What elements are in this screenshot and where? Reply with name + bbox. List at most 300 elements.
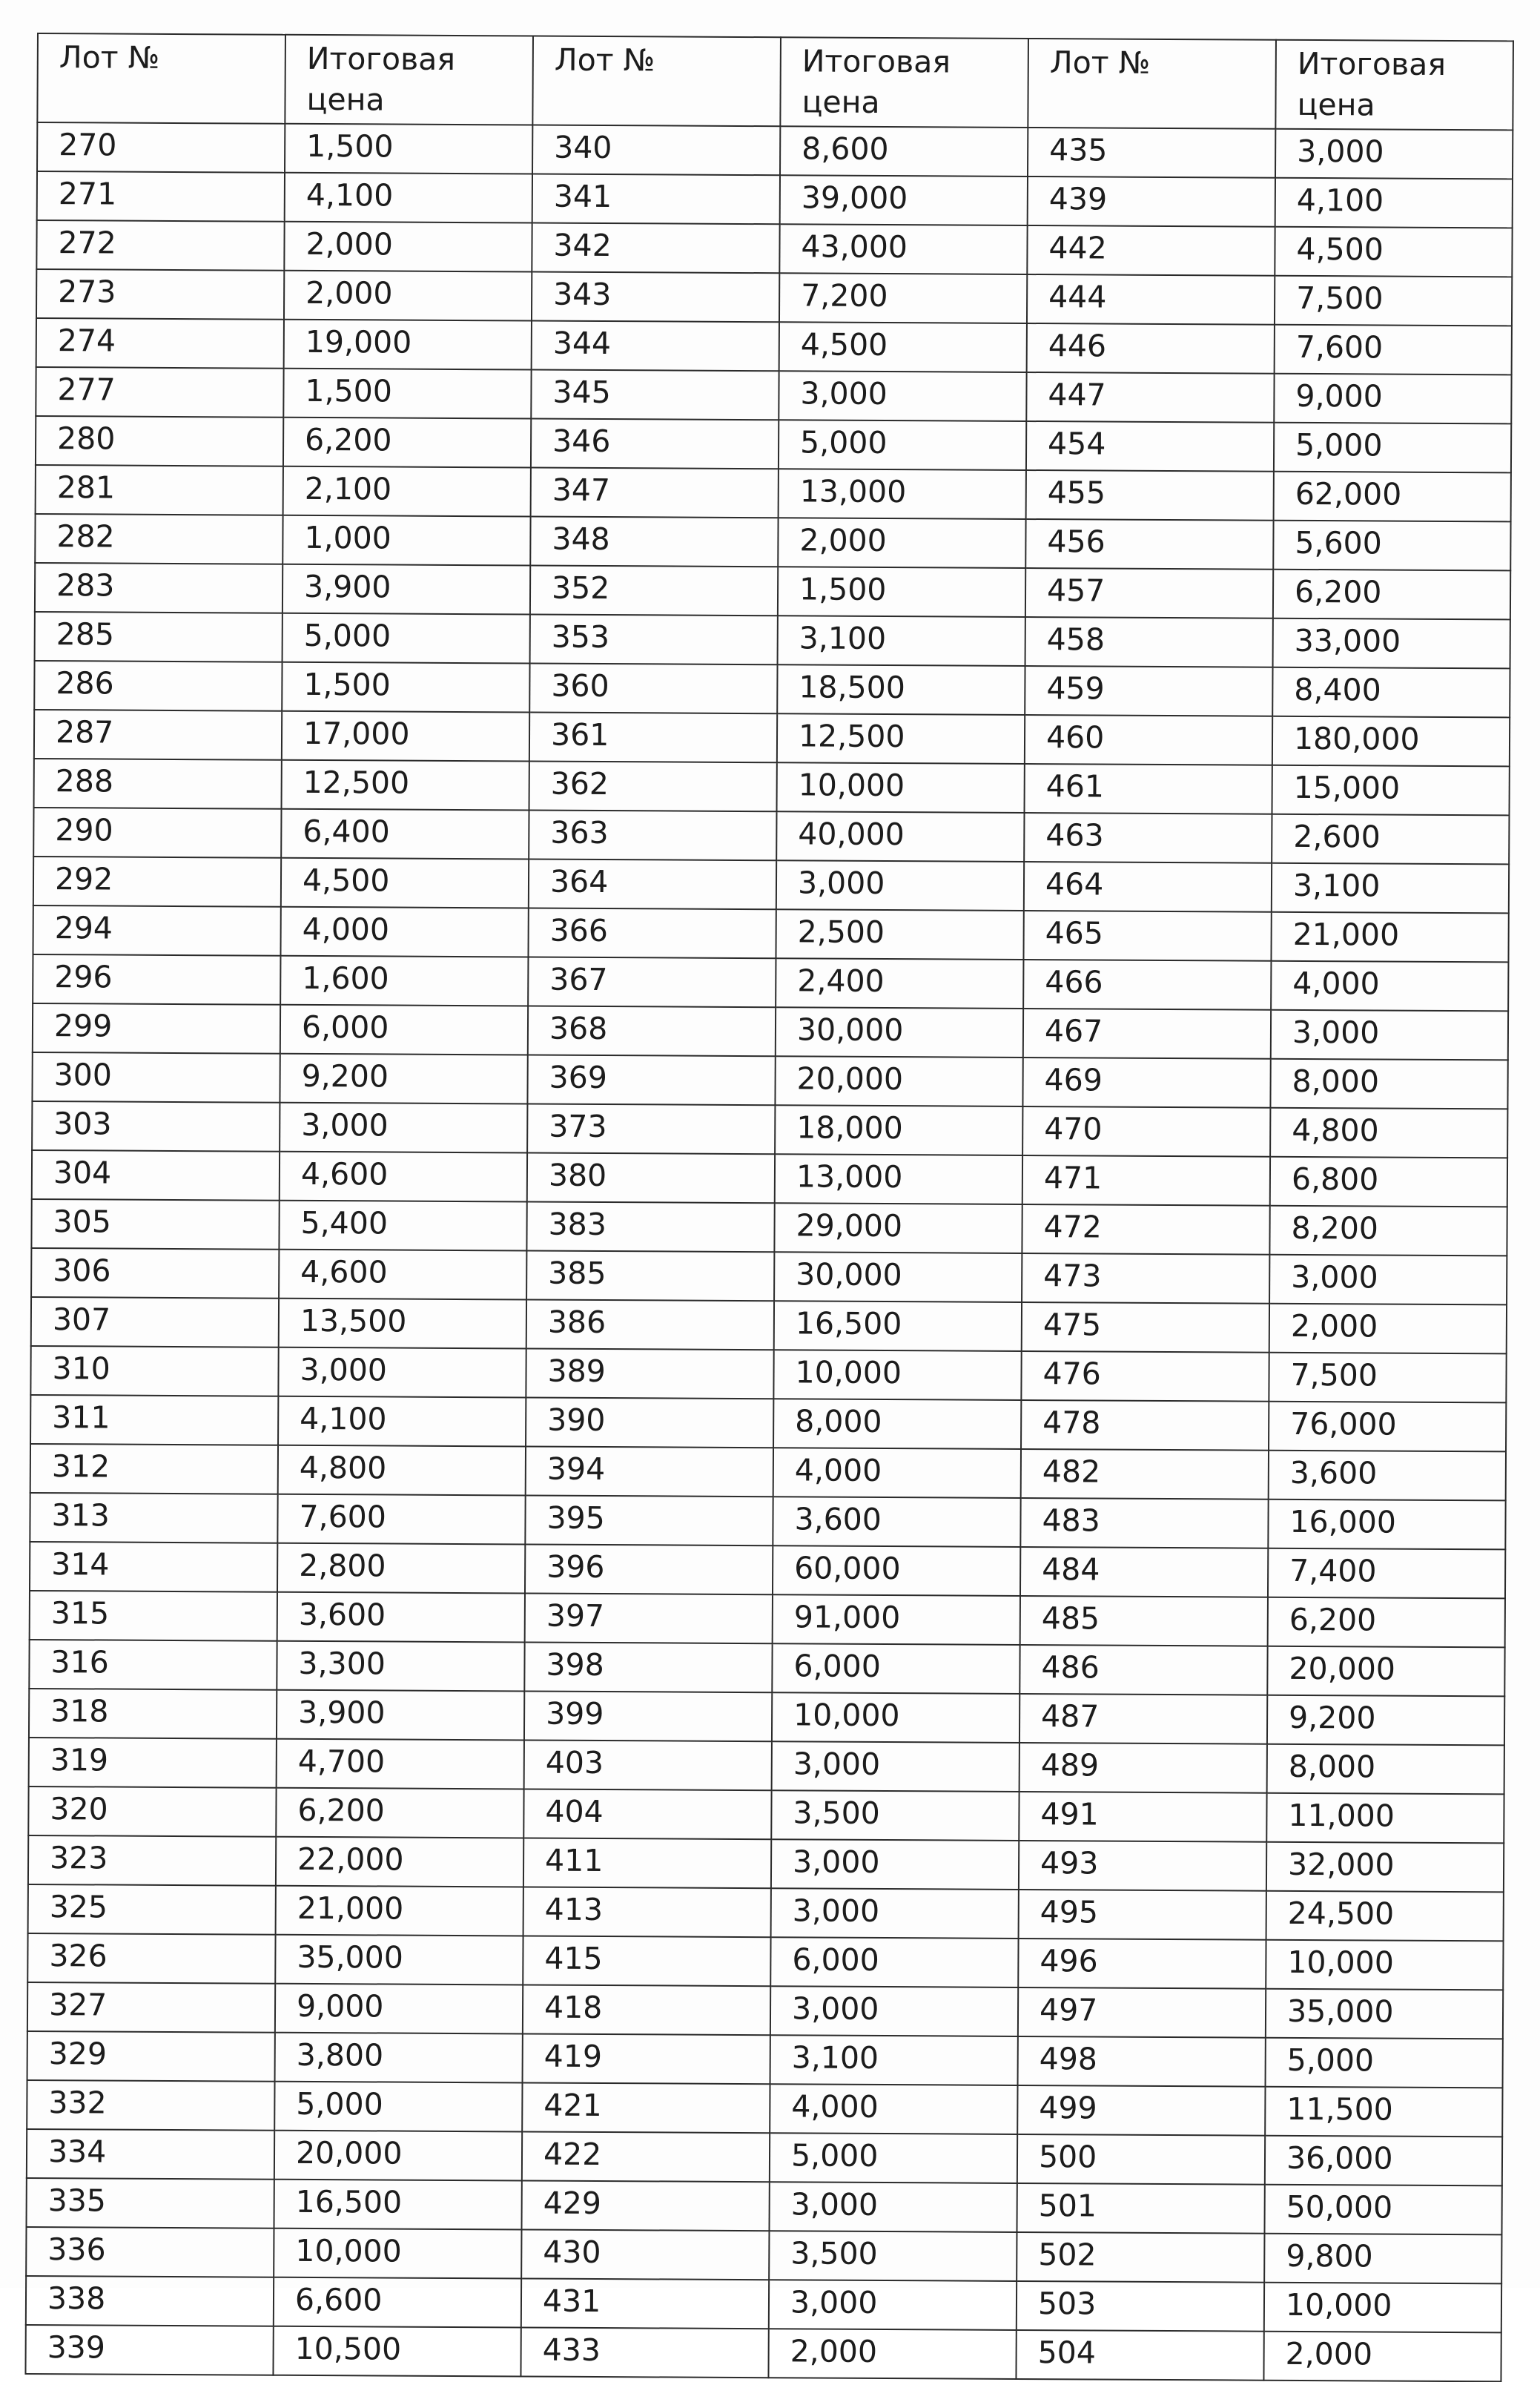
table-row [35,612,1510,668]
lot-number-cell: 457 [1025,568,1273,618]
final-price-cell: 3,000 [280,1103,527,1153]
lot-number-cell: 296 [33,954,280,1005]
table-row [28,1835,1504,1892]
lot-number-cell: 348 [530,516,778,567]
table-row [29,1738,1504,1794]
header-final-price: Итоговая цена [780,37,1028,128]
lot-number-cell: 273 [36,269,284,320]
final-price-cell: 18,000 [775,1105,1022,1155]
lot-number-cell: 364 [529,859,776,909]
lot-number-cell: 429 [521,2180,769,2231]
final-price-cell: 2,000 [768,2329,1016,2379]
lot-number-cell: 339 [25,2325,273,2375]
final-price-cell: 30,000 [774,1252,1022,1302]
final-price-cell: 5,000 [770,2133,1017,2183]
final-price-cell: 33,000 [1273,618,1510,669]
table-row [36,269,1512,326]
lot-number-cell: 478 [1021,1400,1269,1451]
lot-number-cell: 325 [28,1884,276,1935]
lot-number-cell: 491 [1019,1792,1266,1842]
final-price-cell: 4,000 [770,2084,1017,2134]
lot-number-cell: 413 [523,1887,771,1937]
final-price-cell: 3,000 [776,860,1024,911]
final-price-cell: 3,000 [1271,1010,1508,1060]
final-price-cell: 11,500 [1265,2087,1502,2137]
final-price-cell: 13,000 [779,469,1026,519]
lot-number-cell: 466 [1023,960,1271,1010]
final-price-cell: 2,500 [776,909,1023,960]
final-price-cell: 3,500 [771,1790,1019,1841]
lot-number-cell: 459 [1025,666,1272,716]
lot-number-cell: 300 [32,1052,280,1103]
final-price-cell: 5,000 [274,2082,522,2132]
lot-number-cell: 315 [30,1591,277,1641]
final-price-cell: 16,000 [1268,1500,1505,1550]
final-price-cell: 32,000 [1266,1842,1504,1893]
final-price-cell: 180,000 [1272,716,1510,767]
lot-number-cell: 342 [532,222,779,273]
lot-number-cell: 504 [1016,2330,1263,2381]
lot-number-cell: 419 [523,2033,770,2084]
lot-number-cell: 338 [26,2276,274,2326]
lot-number-cell: 373 [527,1103,775,1154]
final-price-cell: 8,000 [1267,1744,1504,1795]
final-price-cell: 2,800 [277,1543,525,1594]
lot-number-cell: 316 [29,1640,277,1690]
lot-number-cell: 470 [1022,1106,1270,1157]
final-price-cell: 2,000 [284,271,532,321]
final-price-cell: 6,200 [1268,1597,1505,1648]
lot-number-cell: 502 [1017,2232,1264,2283]
lot-number-cell: 503 [1017,2281,1264,2332]
lot-number-cell: 326 [27,1933,275,1984]
final-price-cell: 4,000 [773,1448,1021,1498]
final-price-cell: 7,600 [277,1494,525,1545]
final-price-cell: 5,000 [282,613,530,664]
final-price-cell: 4,100 [1275,178,1513,228]
final-price-cell: 4,500 [1275,227,1512,277]
final-price-cell: 36,000 [1265,2136,1502,2186]
lot-number-cell: 318 [29,1689,277,1739]
final-price-cell: 3,800 [275,2033,523,2083]
lot-number-cell: 433 [521,2327,768,2378]
lot-number-cell: 386 [526,1299,774,1350]
final-price-cell: 2,000 [1269,1304,1507,1354]
table-row [34,710,1510,766]
lot-number-cell: 366 [528,908,776,958]
final-price-cell: 3,600 [1269,1451,1506,1501]
lot-number-cell: 353 [530,614,778,664]
final-price-cell: 50,000 [1264,2185,1501,2235]
final-price-cell: 2,000 [284,222,532,272]
lot-number-cell: 460 [1025,715,1272,765]
final-price-cell: 24,500 [1266,1891,1504,1941]
lot-number-cell: 485 [1020,1596,1268,1646]
final-price-cell: 1,600 [280,956,528,1006]
final-price-cell: 19,000 [284,320,532,370]
final-price-cell: 6,000 [772,1643,1019,1694]
lot-number-cell: 398 [524,1642,772,1692]
final-price-cell: 10,000 [1266,1940,1503,1990]
lot-number-cell: 418 [523,1985,770,2035]
final-price-cell: 2,400 [776,958,1023,1009]
final-price-cell: 12,500 [777,713,1025,764]
final-price-cell: 1,500 [285,124,532,174]
lot-number-cell: 498 [1018,2036,1266,2087]
lot-number-cell: 465 [1023,911,1271,961]
final-price-cell: 3,000 [771,1839,1019,1890]
final-price-cell: 1,500 [283,369,531,419]
lot-number-cell: 369 [527,1055,775,1105]
lot-number-cell: 463 [1024,813,1272,863]
table-row [28,1786,1504,1843]
final-price-cell: 3,000 [1275,129,1513,179]
final-price-cell: 4,100 [285,173,532,223]
final-price-cell: 4,800 [278,1445,526,1496]
final-price-cell: 2,100 [283,466,531,517]
table-row [36,318,1512,375]
final-price-cell: 7,600 [1275,325,1512,375]
lot-number-cell: 483 [1020,1498,1268,1548]
header-lot-number: Лот № [532,36,781,127]
final-price-cell: 4,000 [1271,961,1508,1012]
lot-number-cell: 446 [1027,323,1275,374]
table-row [34,661,1510,717]
table-body [25,122,1513,2381]
lot-number-cell: 313 [30,1493,277,1543]
final-price-cell: 8,600 [780,126,1028,176]
table-row [27,2080,1502,2137]
final-price-cell: 3,000 [779,371,1026,421]
lot-number-cell: 367 [528,957,776,1007]
table-row [31,1248,1507,1304]
lot-number-cell: 383 [526,1201,774,1252]
final-price-cell: 4,600 [279,1250,526,1300]
lot-number-cell: 458 [1025,617,1273,667]
lot-number-cell: 343 [532,271,779,322]
lot-number-cell: 397 [525,1593,773,1643]
lot-number-cell: 499 [1017,2085,1265,2136]
final-price-cell: 7,500 [1275,276,1512,326]
final-price-cell: 6,800 [1270,1157,1507,1207]
final-price-cell: 22,000 [276,1837,523,1887]
lot-number-cell: 352 [530,565,778,616]
lot-number-cell: 344 [532,320,779,371]
final-price-cell: 9,200 [280,1054,527,1104]
table-row [25,2325,1501,2381]
final-price-cell: 40,000 [776,811,1024,862]
table-row [26,2276,1501,2332]
final-price-cell: 13,500 [279,1299,526,1349]
lot-number-cell: 320 [28,1786,276,1837]
final-price-cell: 12,500 [282,760,529,811]
lot-number-cell: 280 [36,416,283,466]
lot-number-cell: 287 [34,710,282,760]
lot-number-cell: 497 [1018,1987,1266,2038]
final-price-cell: 3,100 [778,616,1025,666]
final-price-cell: 5,000 [779,420,1026,470]
final-price-cell: 5,400 [279,1201,526,1251]
header-final-price: Итоговая цена [285,35,533,125]
final-price-cell: 7,200 [779,273,1027,323]
final-price-cell: 62,000 [1274,472,1511,522]
lot-number-cell: 469 [1022,1058,1270,1108]
final-price-cell: 1,000 [282,515,530,566]
final-price-cell: 43,000 [779,224,1027,274]
lot-number-cell: 501 [1017,2183,1264,2234]
table-row [27,1933,1503,1990]
table-row [34,759,1510,815]
lot-number-cell: 303 [32,1101,280,1152]
lot-number-cell: 360 [529,663,777,713]
lot-number-cell: 306 [31,1248,279,1299]
table-row [30,1444,1506,1500]
table-row [26,2227,1501,2283]
lot-number-cell: 290 [33,808,281,858]
lot-number-cell: 329 [27,2031,275,2082]
lot-number-cell: 475 [1022,1302,1269,1353]
final-price-cell: 6,200 [1273,570,1510,620]
final-price-cell: 3,900 [277,1690,524,1741]
lot-number-cell: 396 [525,1544,773,1594]
table-row [36,416,1511,472]
lot-number-cell: 493 [1019,1841,1266,1891]
final-price-cell: 3,600 [277,1592,525,1643]
final-price-cell: 5,000 [1274,423,1511,473]
final-price-cell: 3,100 [1272,863,1509,914]
final-price-cell: 17,000 [282,711,529,762]
lot-number-cell: 311 [30,1395,278,1445]
lot-number-cell: 482 [1021,1449,1269,1500]
lot-number-cell: 274 [36,318,284,369]
lot-number-cell: 286 [34,661,282,711]
lot-number-cell: 271 [37,171,285,222]
table-row [32,1101,1507,1158]
table-row [33,1003,1508,1060]
lot-number-cell: 335 [27,2178,274,2228]
lot-number-cell: 368 [528,1006,776,1056]
lot-number-cell: 444 [1027,274,1275,325]
final-price-cell: 21,000 [1271,912,1508,963]
lot-number-cell: 319 [29,1738,277,1788]
final-price-cell: 3,500 [769,2231,1017,2281]
final-price-cell: 6,000 [770,1937,1018,1987]
lot-number-cell: 270 [37,122,285,173]
table-row [33,905,1508,962]
header-lot-number: Лот № [37,33,285,124]
final-price-cell: 10,000 [772,1692,1019,1743]
final-price-cell: 8,200 [1269,1206,1507,1256]
final-price-cell: 3,000 [771,1888,1019,1939]
final-price-cell: 3,000 [770,1986,1018,2036]
final-price-cell: 39,000 [780,175,1028,225]
final-price-cell: 20,000 [775,1056,1022,1106]
lot-number-cell: 346 [531,418,779,469]
lot-number-cell: 486 [1019,1645,1267,1695]
lot-number-cell: 399 [524,1691,772,1741]
table-row [37,122,1513,179]
final-price-cell: 6,200 [276,1788,523,1838]
lot-number-cell: 288 [34,759,282,809]
final-price-cell: 8,000 [1270,1059,1507,1109]
final-price-cell: 4,000 [280,907,528,957]
final-price-cell: 6,200 [283,418,531,468]
final-price-cell: 29,000 [774,1203,1022,1253]
header-lot-number: Лот № [1028,39,1276,129]
lot-number-cell: 312 [30,1444,278,1494]
lot-number-cell: 403 [524,1740,772,1790]
final-price-cell: 2,000 [778,518,1025,568]
final-price-cell: 10,000 [1264,2283,1501,2333]
lot-number-cell: 305 [31,1199,279,1250]
lot-number-cell: 283 [35,563,282,613]
lot-number-cell: 277 [36,367,283,418]
final-price-cell: 9,000 [1274,374,1511,424]
final-price-cell: 9,800 [1264,2234,1501,2284]
lot-number-cell: 385 [526,1250,774,1301]
lot-number-cell: 467 [1023,1009,1271,1059]
final-price-cell: 4,700 [277,1739,524,1789]
final-price-cell: 2,600 [1272,814,1509,865]
final-price-cell: 35,000 [1266,1989,1503,2039]
final-price-cell: 10,500 [273,2326,521,2377]
lot-number-cell: 380 [527,1152,775,1203]
final-price-cell: 3,900 [282,564,530,615]
lot-number-cell: 422 [522,2131,770,2182]
final-price-cell: 10,000 [274,2228,521,2279]
lot-number-cell: 327 [27,1982,275,2033]
auction-results-table [24,33,1514,2382]
table-row [35,563,1510,619]
lot-number-cell: 454 [1026,421,1274,472]
lot-number-cell: 496 [1018,1939,1266,1989]
lot-number-cell: 282 [35,514,282,564]
final-price-cell: 6,400 [281,809,529,860]
table-row [29,1689,1504,1745]
final-price-cell: 16,500 [774,1301,1022,1351]
lot-number-cell: 456 [1025,519,1273,570]
lot-number-cell: 464 [1024,862,1272,912]
lot-number-cell: 323 [28,1835,276,1886]
lot-number-cell: 389 [526,1348,773,1399]
table-row [36,465,1511,521]
final-price-cell: 3,000 [772,1741,1019,1792]
final-price-cell: 10,000 [777,762,1025,813]
final-price-cell: 6,000 [280,1005,528,1055]
final-price-cell: 4,600 [280,1152,527,1202]
lot-number-cell: 363 [529,810,776,860]
lot-number-cell: 431 [521,2278,769,2329]
table-row [31,1199,1507,1256]
final-price-cell: 9,000 [275,1984,523,2034]
table-row [32,1052,1507,1109]
table-row [29,1640,1504,1696]
final-price-cell: 10,000 [773,1350,1021,1400]
table-row [32,1150,1507,1207]
lot-number-cell: 272 [36,220,284,271]
lot-number-cell: 345 [531,369,779,420]
table-row [31,1297,1507,1353]
lot-number-cell: 473 [1022,1253,1269,1304]
table-row [30,1591,1505,1647]
final-price-cell: 16,500 [274,2180,522,2230]
final-price-cell: 3,000 [278,1347,526,1398]
final-price-cell: 11,000 [1266,1793,1504,1844]
lot-number-cell: 310 [30,1346,278,1396]
lot-number-cell: 442 [1027,225,1275,276]
table-row [27,2129,1502,2185]
lot-number-cell: 421 [522,2082,770,2133]
table-row [27,1982,1503,2039]
final-price-cell: 60,000 [773,1545,1020,1596]
final-price-cell: 1,500 [282,662,529,713]
final-price-cell: 3,100 [770,2035,1018,2085]
final-price-cell: 4,100 [278,1396,526,1447]
table-row [28,1884,1504,1941]
lot-number-cell: 461 [1025,764,1272,814]
table-row [37,171,1513,228]
lot-number-cell: 411 [523,1838,771,1888]
lot-number-cell: 435 [1028,128,1275,178]
table-row [33,857,1509,913]
final-price-cell: 20,000 [1267,1646,1504,1697]
lot-number-cell: 362 [529,761,777,811]
final-price-cell: 7,400 [1268,1548,1505,1599]
final-price-cell: 3,300 [277,1641,524,1692]
final-price-cell: 8,000 [773,1399,1021,1449]
lot-number-cell: 472 [1022,1204,1269,1255]
lot-number-cell: 285 [35,612,282,662]
final-price-cell: 5,000 [1266,2038,1503,2088]
lot-number-cell: 495 [1019,1890,1266,1940]
final-price-cell: 7,500 [1269,1353,1506,1403]
lot-number-cell: 500 [1017,2134,1265,2185]
table-row [30,1493,1505,1549]
final-price-cell: 20,000 [274,2131,522,2181]
lot-number-cell: 455 [1026,470,1274,521]
lot-number-cell: 489 [1019,1743,1267,1793]
lot-number-cell: 404 [523,1789,771,1839]
lot-number-cell: 307 [31,1297,279,1347]
lot-number-cell: 395 [525,1495,773,1545]
lot-number-cell: 430 [521,2229,769,2280]
header-final-price: Итоговая цена [1275,40,1513,131]
table-row [27,2031,1503,2088]
final-price-cell: 6,600 [274,2277,521,2328]
final-price-cell: 91,000 [773,1594,1020,1645]
final-price-cell: 3,000 [1269,1255,1507,1305]
lot-number-cell: 294 [33,905,280,956]
table-row [30,1395,1506,1451]
table-row [33,954,1508,1011]
table-row [36,220,1512,277]
final-price-cell: 4,500 [281,858,529,908]
table-row [36,367,1511,423]
final-price-cell: 3,000 [769,2182,1017,2232]
lot-number-cell: 476 [1021,1351,1269,1402]
table-row [27,2178,1502,2234]
final-price-cell: 4,800 [1270,1108,1507,1158]
lot-number-cell: 361 [529,712,777,762]
final-price-cell: 1,500 [778,567,1025,617]
lot-number-cell: 314 [30,1542,277,1592]
final-price-cell: 35,000 [275,1935,523,1985]
final-price-cell: 76,000 [1269,1402,1506,1452]
final-price-cell: 15,000 [1272,765,1510,816]
header-row [37,33,1513,130]
final-price-cell: 5,600 [1273,521,1510,571]
table-row [33,808,1509,864]
